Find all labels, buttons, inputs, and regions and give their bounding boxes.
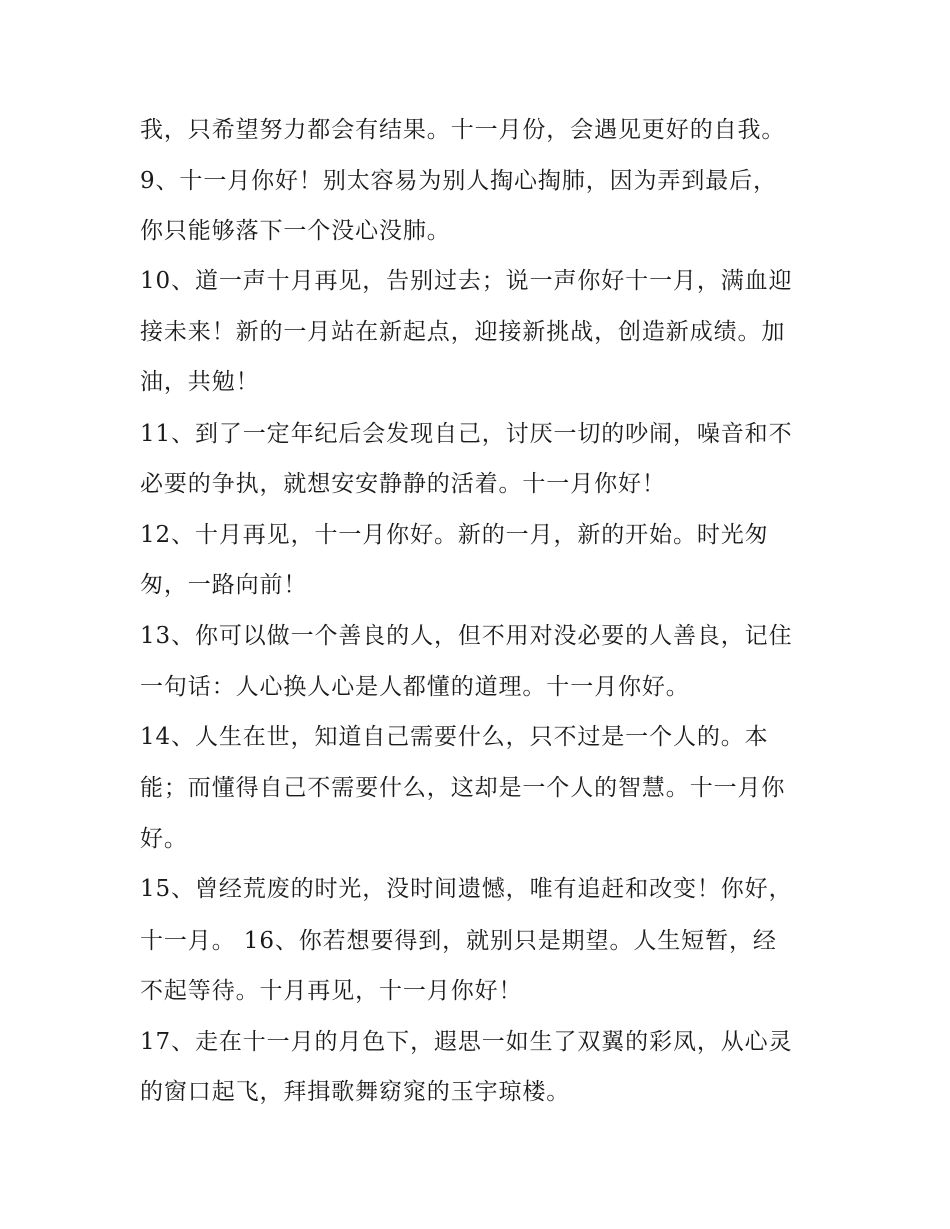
text-line: 十一月。 16、你若想要得到，就别只是期望。人生短暂，经 — [140, 928, 777, 954]
text-line: 你只能够落下一个没心没肺。 — [140, 218, 451, 244]
text-line: 17、走在十一月的月色下，遐思一如生了双翼的彩凤，从心灵 — [140, 1029, 793, 1055]
text-line: 必要的争执，就想安安静静的活着。十一月你好！ — [140, 471, 666, 497]
text-line: 接未来！新的一月站在新起点，迎接新挑战，创造新成绩。加 — [140, 319, 786, 345]
text-line: 油，共勉！ — [140, 369, 260, 395]
text-line: 的窗口起飞，拜揖歌舞窈窕的玉宇琼楼。 — [140, 1079, 571, 1105]
text-line: 13、你可以做一个善良的人，但不用对没必要的人善良，记住 — [140, 623, 793, 649]
text-line: 能；而懂得自己不需要什么，这却是一个人的智慧。十一月你 — [140, 775, 786, 801]
text-line: 12、十月再见，十一月你好。新的一月，新的开始。时光匆 — [140, 522, 769, 548]
text-line: 好。 — [140, 826, 188, 852]
text-line: 15、曾经荒废的时光，没时间遗憾，唯有追赶和改变！你好， — [140, 876, 793, 902]
text-line: 10、道一声十月再见，告别过去；说一声你好十一月，满血迎 — [140, 268, 793, 294]
text-line: 一句话：人心换人心是人都懂的道理。十一月你好。 — [140, 674, 690, 700]
text-line: 匆，一路向前！ — [140, 572, 308, 598]
text-line: 不起等待。十月再见，十一月你好！ — [140, 978, 523, 1004]
text-line: 9、十一月你好！别太容易为别人掏心掏肺，因为弄到最后， — [140, 168, 777, 194]
text-line: 11、到了一定年纪后会发现自己，讨厌一切的吵闹，噪音和不 — [140, 421, 793, 447]
text-line: 我，只希望努力都会有结果。十一月份，会遇见更好的自我。 — [140, 117, 786, 143]
text-line: 14、人生在世，知道自己需要什么，只不过是一个人的。本 — [140, 724, 769, 750]
